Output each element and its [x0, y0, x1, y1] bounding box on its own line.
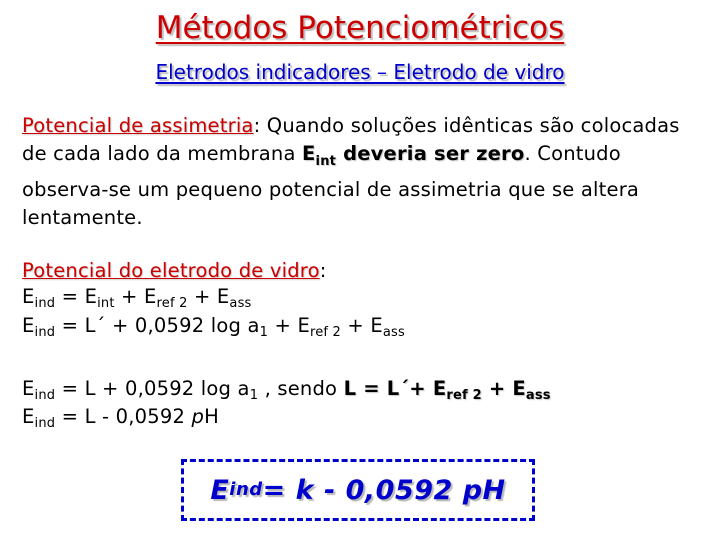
eq4-text-1: = L - 0,0592	[55, 405, 192, 428]
eq3-bold-sub-ref: ref 2	[446, 388, 482, 403]
asymmetry-colon: :	[253, 114, 261, 137]
eq4-e: E	[22, 405, 35, 428]
glass-potential-label: Potencial do eletrodo de vidro	[22, 259, 320, 282]
asymmetry-paragraph	[22, 112, 702, 232]
eq3-bold-sub-ass: ass	[525, 388, 551, 403]
asymmetry-text-2: . Contudo observa-se um pequeno potencial de assimetria que se altera lentamente.	[22, 142, 640, 229]
eq4-sub-ind: ind	[34, 416, 56, 431]
asymmetry-bold-tail: deveria ser zero	[336, 142, 525, 165]
eq2-e: E	[22, 314, 35, 337]
eq1-text-2: + E	[114, 285, 157, 308]
eq2-sub-ind: ind	[34, 325, 56, 340]
asymmetry-bold-term	[302, 142, 525, 169]
eq2-sub-ref: ref 2	[309, 325, 342, 340]
eq3-sub-1: 1	[249, 388, 259, 403]
eq1-sub-ref: ref 2	[156, 296, 188, 311]
eq3-text-1: = L + 0,0592 log a	[55, 377, 250, 400]
final-equation: E ind = k - 0,0592 pH	[210, 474, 506, 506]
eq2-text-3: + E	[341, 314, 383, 337]
eq4-h: H	[204, 405, 219, 428]
slide-title: Métodos Potenciométricos	[155, 10, 565, 46]
final-rest: = k - 0,0592 pH	[262, 474, 506, 506]
eq1-sub-ass: ass	[229, 296, 252, 311]
asymmetry-text-1: Quando soluções idênticas são colocadas de cada lado da membrana	[22, 114, 680, 165]
eq2-sub-1: 1	[259, 325, 269, 340]
eq2-text-1: = L´ + 0,0592 log a	[55, 314, 260, 337]
eq3-bold-2: + E	[481, 377, 526, 400]
equation-3	[22, 376, 551, 402]
asymmetry-bold-e: E	[302, 142, 316, 165]
eq4-p: p	[191, 405, 205, 428]
eq3-bold-definition	[343, 377, 551, 403]
equation-1	[22, 284, 252, 310]
eq2-text-2: + E	[268, 314, 310, 337]
eq3-sub-ind: ind	[34, 388, 56, 403]
asymmetry-label: Potencial de assimetria	[22, 114, 254, 137]
asymmetry-bold-sub: int	[315, 153, 337, 169]
equation-2	[22, 313, 405, 339]
eq1-sub-int: int	[97, 296, 115, 311]
glass-potential-colon: :	[319, 259, 327, 282]
eq3-e: E	[22, 377, 35, 400]
eq1-text-1: = E	[55, 285, 98, 308]
eq1-text-3: + E	[187, 285, 230, 308]
glass-potential-heading	[22, 258, 327, 284]
eq3-bold-1: L = L´+ E	[343, 377, 447, 400]
eq3-text-2: , sendo	[258, 377, 344, 400]
eq1-sub-ind: ind	[34, 296, 56, 311]
eq2-sub-ass: ass	[382, 325, 405, 340]
final-e: E	[210, 474, 230, 506]
slide-subtitle: Eletrodos indicadores – Eletrodo de vidro	[155, 60, 565, 84]
eq1-e: E	[22, 285, 35, 308]
equation-4	[22, 404, 219, 430]
